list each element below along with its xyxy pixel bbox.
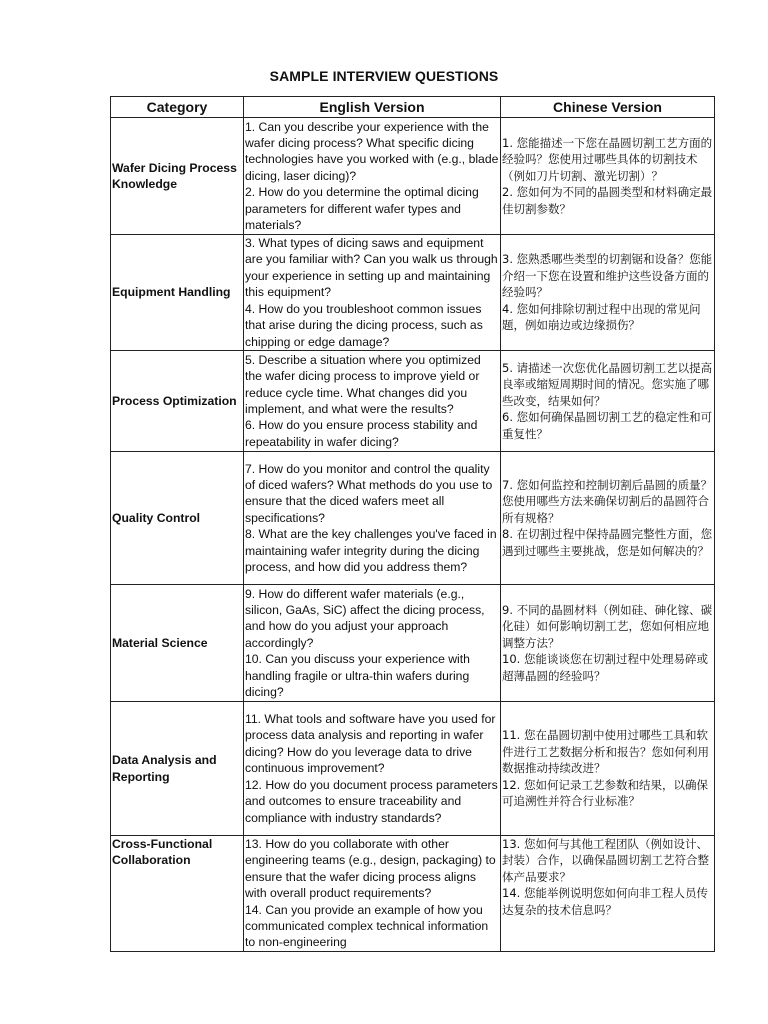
chinese-cell (501, 118, 715, 235)
table-row (111, 118, 715, 235)
table-row (111, 452, 715, 585)
question-zh: 11. 您在晶圆切割中使用过哪些工具和软件进行工艺数据分析和报告？您如何利用数据推动持续改进？ (502, 728, 709, 776)
question-zh: 8. 在切割过程中保持晶圆完整性方面，您遇到过哪些主要挑战，您是如何解决的？ (502, 527, 713, 558)
question-zh: 6. 您如何确保晶圆切割工艺的稳定性和可重复性？ (502, 410, 713, 441)
interview-questions-table (110, 96, 715, 952)
category-cell: Data Analysis and Reporting (111, 702, 244, 836)
question-zh: 5. 请描述一次您优化晶圆切割工艺以提高良率或缩短周期时间的情况。您实施了哪些改变，结果如何？ (502, 360, 713, 408)
question-zh: 7. 您如何监控和控制切割后晶圆的质量？您使用哪些方法来确保切割后的晶圆符合所有规格？ (502, 477, 713, 525)
table-header-row (111, 97, 715, 118)
english-cell (244, 836, 501, 952)
question-en: 13. How do you collaborate with other engineering teams (e.g., design, packaging) to ensure that the wafer dicing process aligns with overall product requirements? (245, 837, 496, 901)
chinese-cell (501, 585, 715, 702)
category-cell: Material Science (111, 585, 244, 702)
table-row (111, 585, 715, 702)
question-zh: 4. 您如何排除切割过程中出现的常见问题，例如崩边或边缘损伤？ (502, 301, 701, 333)
table-row (111, 702, 715, 836)
question-en: 11. What tools and software have you used for process data analysis and reporting in wafer dicing? How do you leverage data to drive continuous improvement? (245, 712, 496, 776)
table-row (111, 351, 715, 452)
question-zh: 1. 您能描述一下您在晶圆切割工艺方面的经验吗？您使用过哪些具体的切割技术（例如刀片切割、激光切割）？ (502, 135, 713, 183)
header-chinese: Chinese Version (501, 97, 715, 118)
question-en: 10. Can you discuss your experience with handling fragile or ultra-thin wafers during dicing? (245, 652, 470, 700)
question-en: 3. What types of dicing saws and equipment are you familiar with? Can you walk us through your experience in setting up and maintaining this equipment? (245, 236, 498, 300)
chinese-cell (501, 351, 715, 452)
question-zh: 14. 您能举例说明您如何向非工程人员传达复杂的技术信息吗？ (502, 886, 708, 917)
category-cell: Wafer Dicing Process Knowledge (111, 118, 244, 235)
english-cell (244, 585, 501, 702)
question-en: 8. What are the key challenges you've faced in maintaining wafer integrity during the dicing process, and how did you address them? (245, 527, 497, 575)
table-row (111, 235, 715, 351)
english-cell (244, 452, 501, 585)
category-cell: Cross-Functional Collaboration (111, 836, 244, 952)
chinese-cell (501, 702, 715, 836)
question-zh: 2. 您如何为不同的晶圆类型和材料确定最佳切割参数？ (502, 185, 713, 216)
question-en: 12. How do you document process parameters and outcomes to ensure traceability and compliance with industry standards? (245, 777, 498, 825)
english-cell (244, 118, 501, 235)
question-zh: 3. 您熟悉哪些类型的切割锯和设备？您能介绍一下您在设置和维护这些设备方面的经验吗？ (502, 252, 713, 300)
english-cell (244, 702, 501, 836)
page-title: SAMPLE INTERVIEW QUESTIONS (269, 68, 499, 84)
question-zh: 12. 您如何记录工艺参数和结果，以确保可追溯性并符合行业标准？ (502, 777, 708, 809)
question-en: 4. How do you troubleshoot common issues that arise during the dicing process, such as chipping or edge damage? (245, 301, 483, 349)
header-english: English Version (244, 97, 501, 118)
question-zh: 9. 不同的晶圆材料（例如硅、砷化镓、碳化硅）如何影响切割工艺，您如何相应地调整方法？ (502, 602, 713, 650)
question-en: 5. Describe a situation where you optimized the wafer dicing process to improve yield or reduce cycle time. What changes did you implement, and what were the results? (245, 352, 481, 416)
header-category: Category (111, 97, 244, 118)
category-cell: Equipment Handling (111, 235, 244, 351)
chinese-cell (501, 836, 715, 952)
english-cell (244, 235, 501, 351)
chinese-cell (501, 235, 715, 351)
question-en: 1. Can you describe your experience with the wafer dicing process? What specific dicing technologies have you worked with (e.g., blade dicing, laser dicing)? (245, 119, 499, 183)
category-cell: Process Optimization (111, 351, 244, 452)
question-en: 9. How do different wafer materials (e.g., silicon, GaAs, SiC) affect the dicing process, and how do you adjust your approach accordingly? (245, 586, 485, 650)
question-zh: 13. 您如何与其他工程团队（例如设计、封装）合作，以确保晶圆切割工艺符合整体产品要求？ (502, 837, 709, 884)
question-en: 6. How do you ensure process stability and repeatability in wafer dicing? (245, 418, 478, 449)
english-cell (244, 351, 501, 452)
table-row (111, 836, 715, 952)
question-en: 2. How do you determine the optimal dicing parameters for different wafer types and materials? (245, 185, 479, 233)
category-cell: Quality Control (111, 452, 244, 585)
question-en: 7. How do you monitor and control the quality of diced wafers? What methods do you use to ensure that the diced wafers meet all specifications? (245, 461, 493, 525)
question-zh: 10. 您能谈谈您在切割过程中处理易碎或超薄晶圆的经验吗？ (502, 652, 708, 683)
question-en: 14. Can you provide an example of how you communicated complex technical information to non-engineering (245, 902, 489, 950)
chinese-cell (501, 452, 715, 585)
